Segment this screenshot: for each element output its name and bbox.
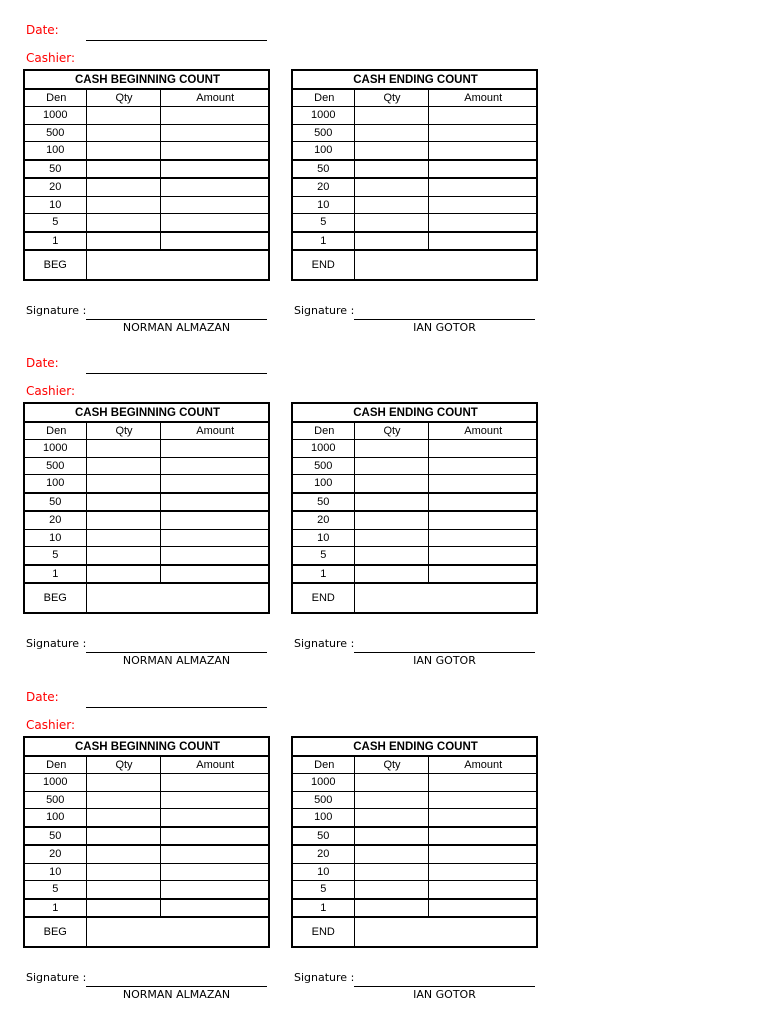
qty-cell[interactable] bbox=[354, 774, 428, 792]
amount-cell[interactable] bbox=[160, 440, 269, 458]
total-row bbox=[292, 917, 537, 947]
beginning-signer-name: NORMAN ALMAZAN bbox=[122, 988, 231, 1001]
qty-cell[interactable] bbox=[354, 457, 428, 475]
beginning-count-title: CASH BEGINNING COUNT bbox=[24, 737, 269, 756]
qty-cell[interactable] bbox=[86, 791, 160, 809]
denomination-row bbox=[24, 178, 269, 196]
qty-cell[interactable] bbox=[86, 178, 160, 196]
qty-cell[interactable] bbox=[354, 529, 428, 547]
ending-total-label: END bbox=[292, 583, 354, 613]
beginning-count-title: CASH BEGINNING COUNT bbox=[24, 403, 269, 422]
amount-cell[interactable] bbox=[160, 142, 269, 160]
qty-cell[interactable] bbox=[86, 440, 160, 458]
amount-cell[interactable] bbox=[428, 774, 537, 792]
header-den: Den bbox=[24, 89, 86, 107]
denomination-row bbox=[292, 142, 537, 160]
den-cell: 10 bbox=[24, 529, 86, 547]
qty-cell[interactable] bbox=[86, 107, 160, 125]
qty-cell[interactable] bbox=[354, 791, 428, 809]
amount-cell[interactable] bbox=[160, 547, 269, 565]
denomination-row bbox=[24, 142, 269, 160]
den-cell: 50 bbox=[292, 493, 354, 512]
denomination-row bbox=[24, 196, 269, 214]
den-cell: 50 bbox=[292, 827, 354, 846]
qty-cell[interactable] bbox=[354, 160, 428, 179]
denomination-row bbox=[24, 827, 269, 846]
total-row bbox=[292, 250, 537, 280]
date-field[interactable] bbox=[86, 373, 267, 374]
denomination-row bbox=[24, 232, 269, 251]
amount-cell[interactable] bbox=[428, 457, 537, 475]
den-cell: 1000 bbox=[24, 774, 86, 792]
amount-cell[interactable] bbox=[428, 529, 537, 547]
ending-total-value[interactable] bbox=[354, 583, 537, 613]
qty-cell[interactable] bbox=[86, 529, 160, 547]
amount-cell[interactable] bbox=[428, 511, 537, 529]
amount-cell[interactable] bbox=[428, 791, 537, 809]
amount-cell[interactable] bbox=[160, 899, 269, 918]
denomination-row bbox=[292, 440, 537, 458]
amount-cell[interactable] bbox=[428, 475, 537, 493]
qty-cell[interactable] bbox=[86, 493, 160, 512]
qty-cell[interactable] bbox=[86, 547, 160, 565]
den-cell: 1000 bbox=[292, 107, 354, 125]
header-den: Den bbox=[24, 422, 86, 440]
table-title-row bbox=[292, 403, 537, 422]
den-cell: 5 bbox=[292, 547, 354, 565]
ending-signer-name: IAN GOTOR bbox=[413, 654, 476, 667]
ending-count-table bbox=[291, 402, 538, 614]
den-cell: 5 bbox=[292, 214, 354, 232]
denomination-row bbox=[24, 214, 269, 232]
header-amount: Amount bbox=[160, 89, 269, 107]
amount-cell[interactable] bbox=[428, 178, 537, 196]
amount-cell[interactable] bbox=[428, 142, 537, 160]
qty-cell[interactable] bbox=[354, 863, 428, 881]
qty-cell[interactable] bbox=[86, 142, 160, 160]
header-qty: Qty bbox=[86, 422, 160, 440]
table-header-row bbox=[292, 756, 537, 774]
den-cell: 1 bbox=[292, 232, 354, 251]
cashier-label: Cashier: bbox=[26, 51, 76, 65]
den-cell: 5 bbox=[292, 881, 354, 899]
amount-cell[interactable] bbox=[160, 827, 269, 846]
qty-cell[interactable] bbox=[86, 214, 160, 232]
signature-label: Signature : bbox=[26, 637, 87, 650]
qty-cell[interactable] bbox=[86, 511, 160, 529]
den-cell: 500 bbox=[24, 457, 86, 475]
denomination-row bbox=[292, 791, 537, 809]
beginning-total-value[interactable] bbox=[86, 250, 269, 280]
amount-cell[interactable] bbox=[160, 124, 269, 142]
header-qty: Qty bbox=[86, 89, 160, 107]
signature-label: Signature : bbox=[294, 304, 355, 317]
header-den: Den bbox=[292, 756, 354, 774]
den-cell: 50 bbox=[24, 160, 86, 179]
amount-cell[interactable] bbox=[160, 774, 269, 792]
amount-cell[interactable] bbox=[160, 529, 269, 547]
amount-cell[interactable] bbox=[160, 178, 269, 196]
ending-total-label: END bbox=[292, 917, 354, 947]
qty-cell[interactable] bbox=[354, 440, 428, 458]
denomination-row bbox=[292, 124, 537, 142]
amount-cell[interactable] bbox=[428, 196, 537, 214]
denomination-row bbox=[24, 774, 269, 792]
amount-cell[interactable] bbox=[428, 565, 537, 584]
den-cell: 500 bbox=[292, 457, 354, 475]
amount-cell[interactable] bbox=[160, 791, 269, 809]
denomination-row bbox=[292, 529, 537, 547]
den-cell: 1 bbox=[292, 899, 354, 918]
amount-cell[interactable] bbox=[160, 565, 269, 584]
ending-count-title: CASH ENDING COUNT bbox=[292, 70, 537, 89]
beginning-total-label: BEG bbox=[24, 583, 86, 613]
denomination-row bbox=[24, 457, 269, 475]
qty-cell[interactable] bbox=[354, 142, 428, 160]
table-header-row bbox=[24, 756, 269, 774]
amount-cell[interactable] bbox=[160, 160, 269, 179]
denomination-row bbox=[292, 899, 537, 918]
beginning-signer-name: NORMAN ALMAZAN bbox=[122, 654, 231, 667]
denomination-row bbox=[292, 160, 537, 179]
beginning-total-label: BEG bbox=[24, 250, 86, 280]
qty-cell[interactable] bbox=[86, 881, 160, 899]
amount-cell[interactable] bbox=[160, 107, 269, 125]
cashier-label: Cashier: bbox=[26, 384, 76, 398]
denomination-row bbox=[292, 493, 537, 512]
header-den: Den bbox=[292, 422, 354, 440]
header-den: Den bbox=[24, 756, 86, 774]
beginning-signer-name: NORMAN ALMAZAN bbox=[122, 321, 231, 334]
table-header-row bbox=[24, 422, 269, 440]
den-cell: 1000 bbox=[24, 107, 86, 125]
amount-cell[interactable] bbox=[428, 899, 537, 918]
denomination-row bbox=[292, 511, 537, 529]
qty-cell[interactable] bbox=[354, 196, 428, 214]
signature-label: Signature : bbox=[294, 971, 355, 984]
denomination-row bbox=[24, 107, 269, 125]
den-cell: 20 bbox=[292, 178, 354, 196]
denomination-row bbox=[292, 863, 537, 881]
qty-cell[interactable] bbox=[354, 845, 428, 863]
amount-cell[interactable] bbox=[160, 457, 269, 475]
header-qty: Qty bbox=[86, 756, 160, 774]
qty-cell[interactable] bbox=[354, 827, 428, 846]
table-title-row bbox=[24, 737, 269, 756]
denomination-row bbox=[292, 845, 537, 863]
denomination-row bbox=[292, 827, 537, 846]
denomination-row bbox=[24, 881, 269, 899]
den-cell: 10 bbox=[24, 196, 86, 214]
denomination-row bbox=[292, 547, 537, 565]
den-cell: 10 bbox=[292, 196, 354, 214]
qty-cell[interactable] bbox=[86, 457, 160, 475]
amount-cell[interactable] bbox=[428, 827, 537, 846]
table-header-row bbox=[292, 89, 537, 107]
denomination-row bbox=[292, 196, 537, 214]
table-title-row bbox=[292, 737, 537, 756]
qty-cell[interactable] bbox=[354, 124, 428, 142]
den-cell: 500 bbox=[24, 791, 86, 809]
signature-label: Signature : bbox=[26, 971, 87, 984]
denomination-row bbox=[292, 107, 537, 125]
amount-cell[interactable] bbox=[160, 493, 269, 512]
amount-cell[interactable] bbox=[160, 809, 269, 827]
amount-cell[interactable] bbox=[428, 107, 537, 125]
date-field[interactable] bbox=[86, 707, 267, 708]
den-cell: 20 bbox=[292, 845, 354, 863]
amount-cell[interactable] bbox=[428, 440, 537, 458]
denomination-row bbox=[292, 475, 537, 493]
qty-cell[interactable] bbox=[86, 196, 160, 214]
beginning-count-title: CASH BEGINNING COUNT bbox=[24, 70, 269, 89]
signature-label: Signature : bbox=[26, 304, 87, 317]
qty-cell[interactable] bbox=[86, 475, 160, 493]
denomination-row bbox=[292, 809, 537, 827]
ending-count-title: CASH ENDING COUNT bbox=[292, 737, 537, 756]
amount-cell[interactable] bbox=[160, 232, 269, 251]
den-cell: 500 bbox=[292, 124, 354, 142]
ending-count-title: CASH ENDING COUNT bbox=[292, 403, 537, 422]
qty-cell[interactable] bbox=[354, 809, 428, 827]
total-row bbox=[24, 583, 269, 613]
amount-cell[interactable] bbox=[428, 881, 537, 899]
header-amount: Amount bbox=[428, 756, 537, 774]
amount-cell[interactable] bbox=[160, 511, 269, 529]
qty-cell[interactable] bbox=[86, 565, 160, 584]
denomination-row bbox=[24, 493, 269, 512]
den-cell: 10 bbox=[292, 863, 354, 881]
den-cell: 100 bbox=[292, 809, 354, 827]
cash-count-section bbox=[0, 667, 768, 1001]
denomination-row bbox=[24, 124, 269, 142]
table-header-row bbox=[24, 89, 269, 107]
qty-cell[interactable] bbox=[86, 863, 160, 881]
amount-cell[interactable] bbox=[160, 863, 269, 881]
denomination-row bbox=[24, 529, 269, 547]
beginning-signature-line[interactable] bbox=[86, 652, 267, 653]
den-cell: 1000 bbox=[292, 440, 354, 458]
ending-signature-line[interactable] bbox=[354, 986, 535, 987]
ending-total-value[interactable] bbox=[354, 917, 537, 947]
denomination-row bbox=[292, 774, 537, 792]
qty-cell[interactable] bbox=[354, 493, 428, 512]
qty-cell[interactable] bbox=[354, 511, 428, 529]
den-cell: 5 bbox=[24, 214, 86, 232]
ending-total-value[interactable] bbox=[354, 250, 537, 280]
total-row bbox=[24, 917, 269, 947]
denomination-row bbox=[24, 160, 269, 179]
den-cell: 100 bbox=[24, 475, 86, 493]
qty-cell[interactable] bbox=[86, 809, 160, 827]
amount-cell[interactable] bbox=[428, 493, 537, 512]
den-cell: 1000 bbox=[24, 440, 86, 458]
header-amount: Amount bbox=[428, 422, 537, 440]
cashier-label: Cashier: bbox=[26, 718, 76, 732]
total-row bbox=[292, 583, 537, 613]
beginning-total-value[interactable] bbox=[86, 583, 269, 613]
qty-cell[interactable] bbox=[354, 899, 428, 918]
ending-signer-name: IAN GOTOR bbox=[413, 321, 476, 334]
qty-cell[interactable] bbox=[354, 547, 428, 565]
qty-cell[interactable] bbox=[354, 107, 428, 125]
ending-signer-name: IAN GOTOR bbox=[413, 988, 476, 1001]
denomination-row bbox=[24, 475, 269, 493]
den-cell: 50 bbox=[24, 827, 86, 846]
beginning-total-value[interactable] bbox=[86, 917, 269, 947]
amount-cell[interactable] bbox=[160, 475, 269, 493]
qty-cell[interactable] bbox=[86, 232, 160, 251]
beginning-count-table bbox=[23, 69, 270, 281]
amount-cell[interactable] bbox=[428, 214, 537, 232]
signature-label: Signature : bbox=[294, 637, 355, 650]
denomination-row bbox=[24, 565, 269, 584]
denomination-row bbox=[24, 511, 269, 529]
ending-signature-line[interactable] bbox=[354, 319, 535, 320]
qty-cell[interactable] bbox=[354, 214, 428, 232]
amount-cell[interactable] bbox=[160, 196, 269, 214]
denomination-row bbox=[24, 547, 269, 565]
table-header-row bbox=[292, 422, 537, 440]
amount-cell[interactable] bbox=[428, 809, 537, 827]
date-field[interactable] bbox=[86, 40, 267, 41]
qty-cell[interactable] bbox=[86, 827, 160, 846]
denomination-row bbox=[292, 178, 537, 196]
qty-cell[interactable] bbox=[354, 232, 428, 251]
qty-cell[interactable] bbox=[354, 178, 428, 196]
den-cell: 20 bbox=[24, 511, 86, 529]
date-label: Date: bbox=[26, 23, 59, 37]
table-title-row bbox=[24, 403, 269, 422]
header-qty: Qty bbox=[354, 756, 428, 774]
den-cell: 100 bbox=[292, 475, 354, 493]
header-den: Den bbox=[292, 89, 354, 107]
den-cell: 20 bbox=[24, 845, 86, 863]
amount-cell[interactable] bbox=[428, 547, 537, 565]
beginning-count-table bbox=[23, 402, 270, 614]
date-label: Date: bbox=[26, 690, 59, 704]
total-row bbox=[24, 250, 269, 280]
den-cell: 5 bbox=[24, 547, 86, 565]
den-cell: 100 bbox=[292, 142, 354, 160]
denomination-row bbox=[292, 457, 537, 475]
den-cell: 20 bbox=[292, 511, 354, 529]
qty-cell[interactable] bbox=[86, 774, 160, 792]
denomination-row bbox=[292, 881, 537, 899]
qty-cell[interactable] bbox=[354, 565, 428, 584]
ending-count-table bbox=[291, 736, 538, 948]
date-label: Date: bbox=[26, 356, 59, 370]
qty-cell[interactable] bbox=[86, 160, 160, 179]
header-amount: Amount bbox=[160, 756, 269, 774]
beginning-total-label: BEG bbox=[24, 917, 86, 947]
denomination-row bbox=[24, 809, 269, 827]
amount-cell[interactable] bbox=[428, 863, 537, 881]
qty-cell[interactable] bbox=[354, 475, 428, 493]
denomination-row bbox=[24, 440, 269, 458]
den-cell: 1 bbox=[24, 565, 86, 584]
den-cell: 100 bbox=[24, 142, 86, 160]
qty-cell[interactable] bbox=[86, 845, 160, 863]
ending-signature-line[interactable] bbox=[354, 652, 535, 653]
qty-cell[interactable] bbox=[86, 124, 160, 142]
den-cell: 50 bbox=[292, 160, 354, 179]
amount-cell[interactable] bbox=[160, 881, 269, 899]
ending-total-label: END bbox=[292, 250, 354, 280]
den-cell: 1 bbox=[292, 565, 354, 584]
denomination-row bbox=[24, 845, 269, 863]
denomination-row bbox=[24, 899, 269, 918]
qty-cell[interactable] bbox=[354, 881, 428, 899]
den-cell: 10 bbox=[24, 863, 86, 881]
den-cell: 100 bbox=[24, 809, 86, 827]
denomination-row bbox=[292, 214, 537, 232]
den-cell: 20 bbox=[24, 178, 86, 196]
den-cell: 5 bbox=[24, 881, 86, 899]
beginning-signature-line[interactable] bbox=[86, 319, 267, 320]
amount-cell[interactable] bbox=[428, 124, 537, 142]
beginning-signature-line[interactable] bbox=[86, 986, 267, 987]
denomination-row bbox=[24, 791, 269, 809]
denomination-row bbox=[24, 863, 269, 881]
den-cell: 500 bbox=[292, 791, 354, 809]
amount-cell[interactable] bbox=[428, 160, 537, 179]
amount-cell[interactable] bbox=[428, 232, 537, 251]
beginning-count-table bbox=[23, 736, 270, 948]
denomination-row bbox=[292, 565, 537, 584]
den-cell: 10 bbox=[292, 529, 354, 547]
amount-cell[interactable] bbox=[160, 845, 269, 863]
header-qty: Qty bbox=[354, 89, 428, 107]
cash-count-section bbox=[0, 0, 768, 334]
den-cell: 500 bbox=[24, 124, 86, 142]
denomination-row bbox=[292, 232, 537, 251]
header-amount: Amount bbox=[428, 89, 537, 107]
table-title-row bbox=[24, 70, 269, 89]
header-amount: Amount bbox=[160, 422, 269, 440]
den-cell: 1 bbox=[24, 232, 86, 251]
amount-cell[interactable] bbox=[428, 845, 537, 863]
qty-cell[interactable] bbox=[86, 899, 160, 918]
amount-cell[interactable] bbox=[160, 214, 269, 232]
den-cell: 1000 bbox=[292, 774, 354, 792]
cash-count-section bbox=[0, 333, 768, 667]
header-qty: Qty bbox=[354, 422, 428, 440]
table-title-row bbox=[292, 70, 537, 89]
den-cell: 50 bbox=[24, 493, 86, 512]
ending-count-table bbox=[291, 69, 538, 281]
den-cell: 1 bbox=[24, 899, 86, 918]
